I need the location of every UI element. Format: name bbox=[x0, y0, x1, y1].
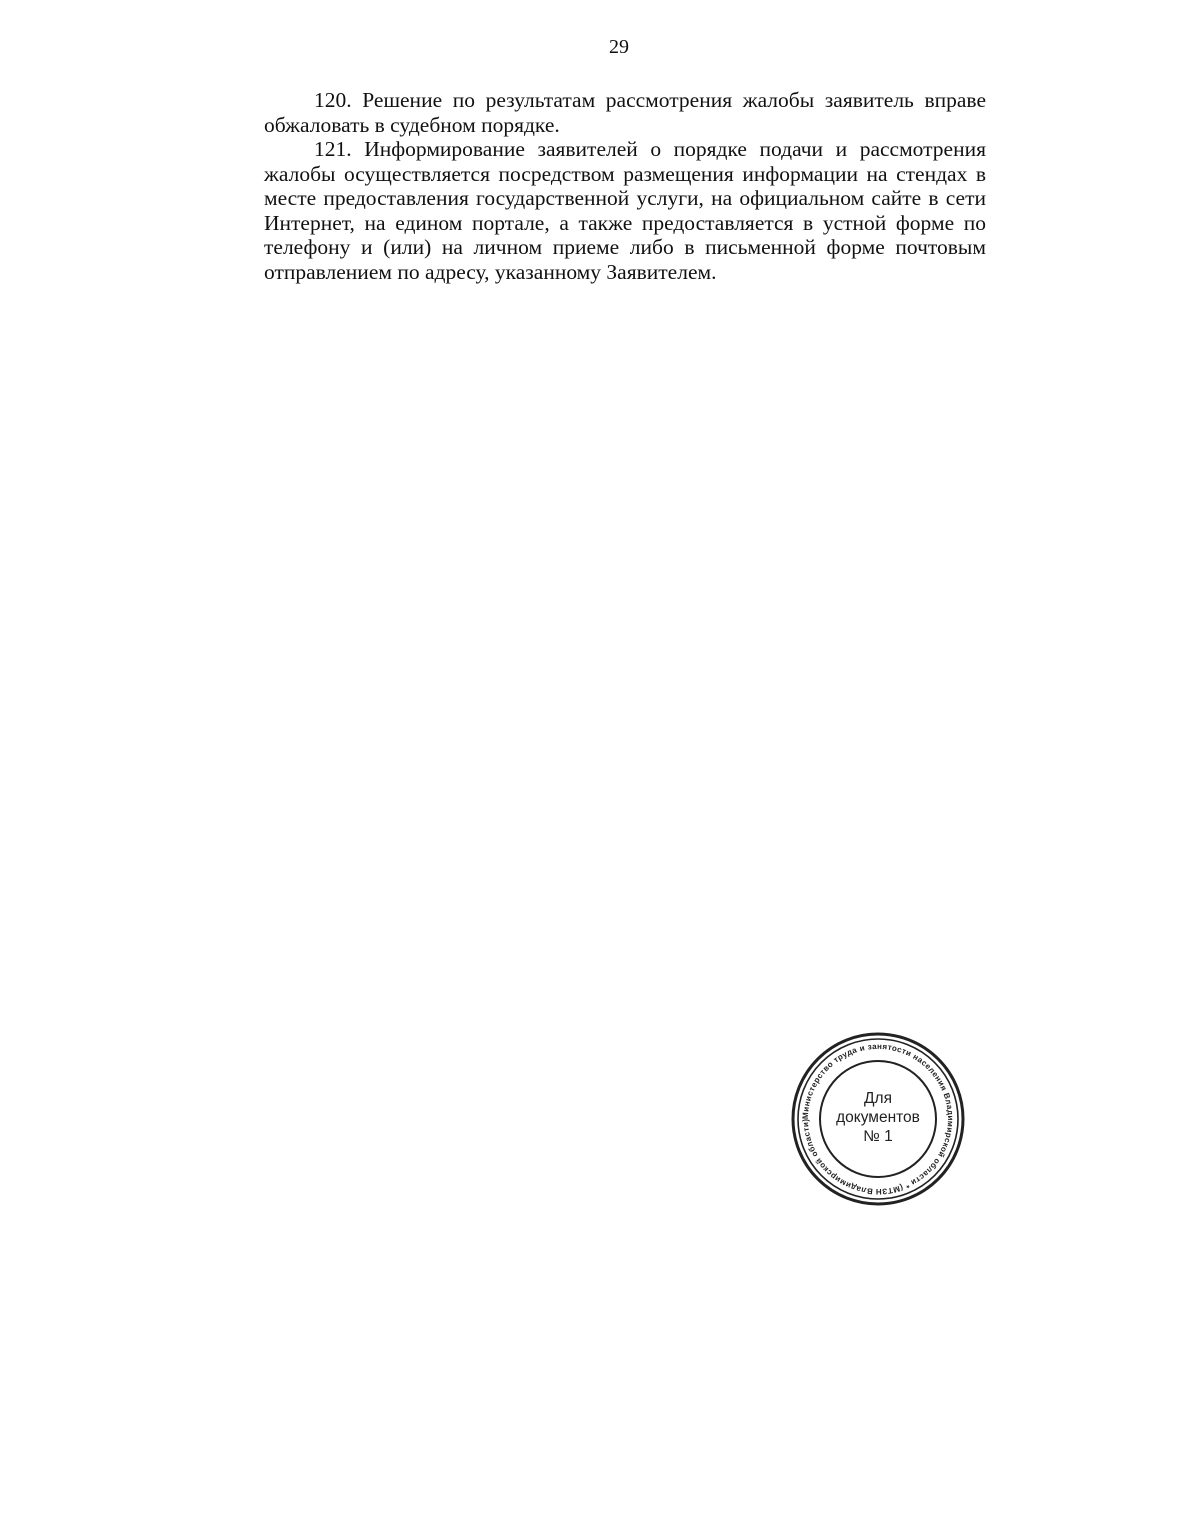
seal-line-2: документов bbox=[836, 1109, 920, 1126]
official-seal-stamp bbox=[790, 1031, 966, 1207]
seal-ring-text: Министерство труда и занятости населения Владимирской области * (МТЗН Владимирской области) bbox=[800, 1041, 956, 1197]
paragraph-120: 120. Решение по результатам рассмотрения жалобы заявитель вправе обжаловать в судебном порядке. bbox=[264, 88, 986, 137]
seal-line-3: № 1 bbox=[863, 1128, 893, 1145]
seal-line-1: Для bbox=[864, 1090, 892, 1107]
document-body bbox=[264, 88, 986, 284]
seal-center-text bbox=[790, 1089, 966, 1146]
page-number: 29 bbox=[609, 36, 629, 58]
paragraph-121: 121. Информирование заявителей о порядке подачи и рассмотрения жалобы осуществляется посредством размещения информации на стендах в месте предоставления государственной услуги, на официальном сайте в сети Интернет, на едином портале, а также предоставляется в устной форме по телефону и (или) на личном приеме либо в письменной форме почтовым отправлением по адресу, указанному Заявителем. bbox=[264, 137, 986, 284]
